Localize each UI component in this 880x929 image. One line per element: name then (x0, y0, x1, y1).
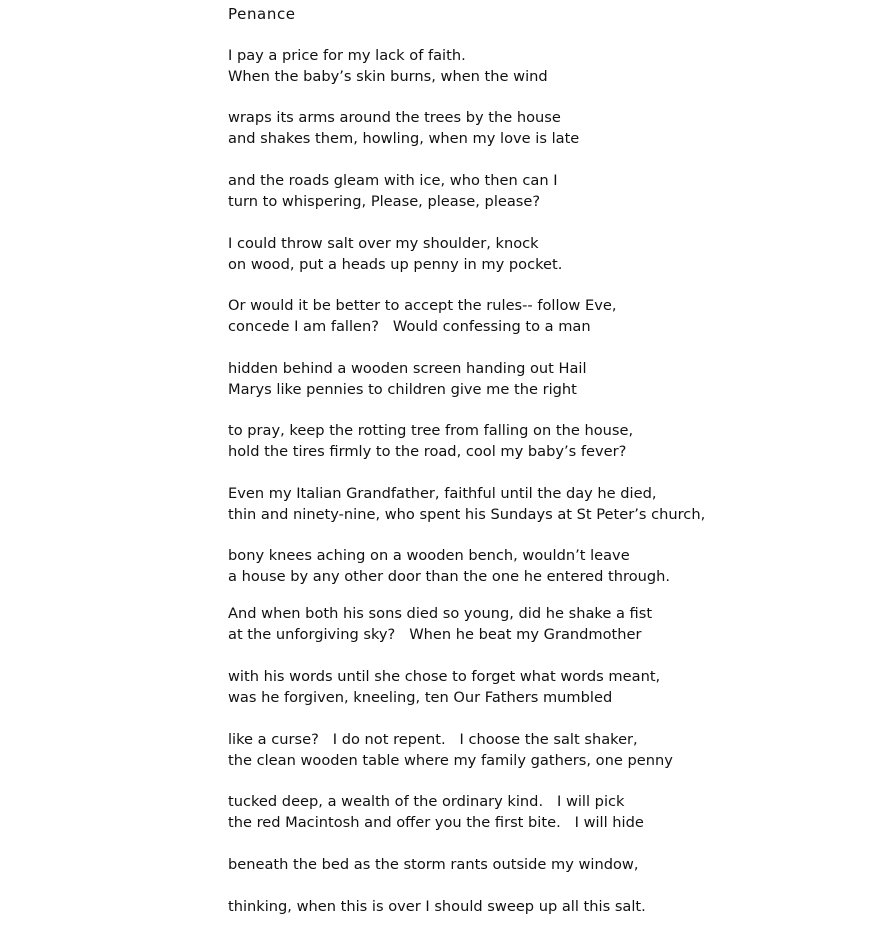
poem-line: and the roads gleam with ice, who then can I (228, 172, 558, 189)
poem-line: was he forgiven, kneeling, ten Our Fathers mumbled (228, 689, 613, 706)
poem-line: on wood, put a heads up penny in my pocket. (228, 256, 563, 273)
poem-line: I could throw salt over my shoulder, knock (228, 235, 539, 252)
poem-line: hidden behind a wooden screen handing out Hail (228, 360, 587, 377)
poem-line: a house by any other door than the one he entered through. (228, 568, 671, 585)
poem-line: to pray, keep the rotting tree from falling on the house, (228, 422, 634, 439)
poem-line: Marys like pennies to children give me the right (228, 381, 577, 398)
poem-line: like a curse? I do not repent. I choose the salt shaker, (228, 731, 638, 748)
poem-line: When the baby’s skin burns, when the wind (228, 68, 548, 85)
poem-line: turn to whispering, Please, please, please? (228, 193, 541, 210)
poem-line: thin and ninety-nine, who spent his Sundays at St Peter’s church, (228, 506, 706, 523)
poem-line: with his words until she chose to forget what words meant, (228, 668, 661, 685)
poem-line: wraps its arms around the trees by the house (228, 109, 561, 126)
poem-line: concede I am fallen? Would confessing to a man (228, 318, 591, 335)
poem-line: thinking, when this is over I should sweep up all this salt. (228, 898, 646, 915)
poem-line: bony knees aching on a wooden bench, wouldn’t leave (228, 547, 630, 564)
poem-title: Penance (228, 5, 296, 23)
poem-line: and shakes them, howling, when my love is late (228, 130, 580, 147)
poem-line: beneath the bed as the storm rants outside my window, (228, 856, 639, 873)
poem-line: hold the tires firmly to the road, cool my baby’s fever? (228, 443, 627, 460)
poem-line: I pay a price for my lack of faith. (228, 47, 466, 64)
poem-line: the red Macintosh and offer you the first bite. I will hide (228, 814, 644, 831)
poem-line: the clean wooden table where my family gathers, one penny (228, 752, 673, 769)
poem-line: at the unforgiving sky? When he beat my Grandmother (228, 626, 642, 643)
poem-line: And when both his sons died so young, did he shake a fist (228, 605, 653, 622)
poem-line: tucked deep, a wealth of the ordinary kind. I will pick (228, 793, 625, 810)
poem-line: Even my Italian Grandfather, faithful until the day he died, (228, 485, 657, 502)
poem-line: Or would it be better to accept the rules-- follow Eve, (228, 297, 617, 314)
